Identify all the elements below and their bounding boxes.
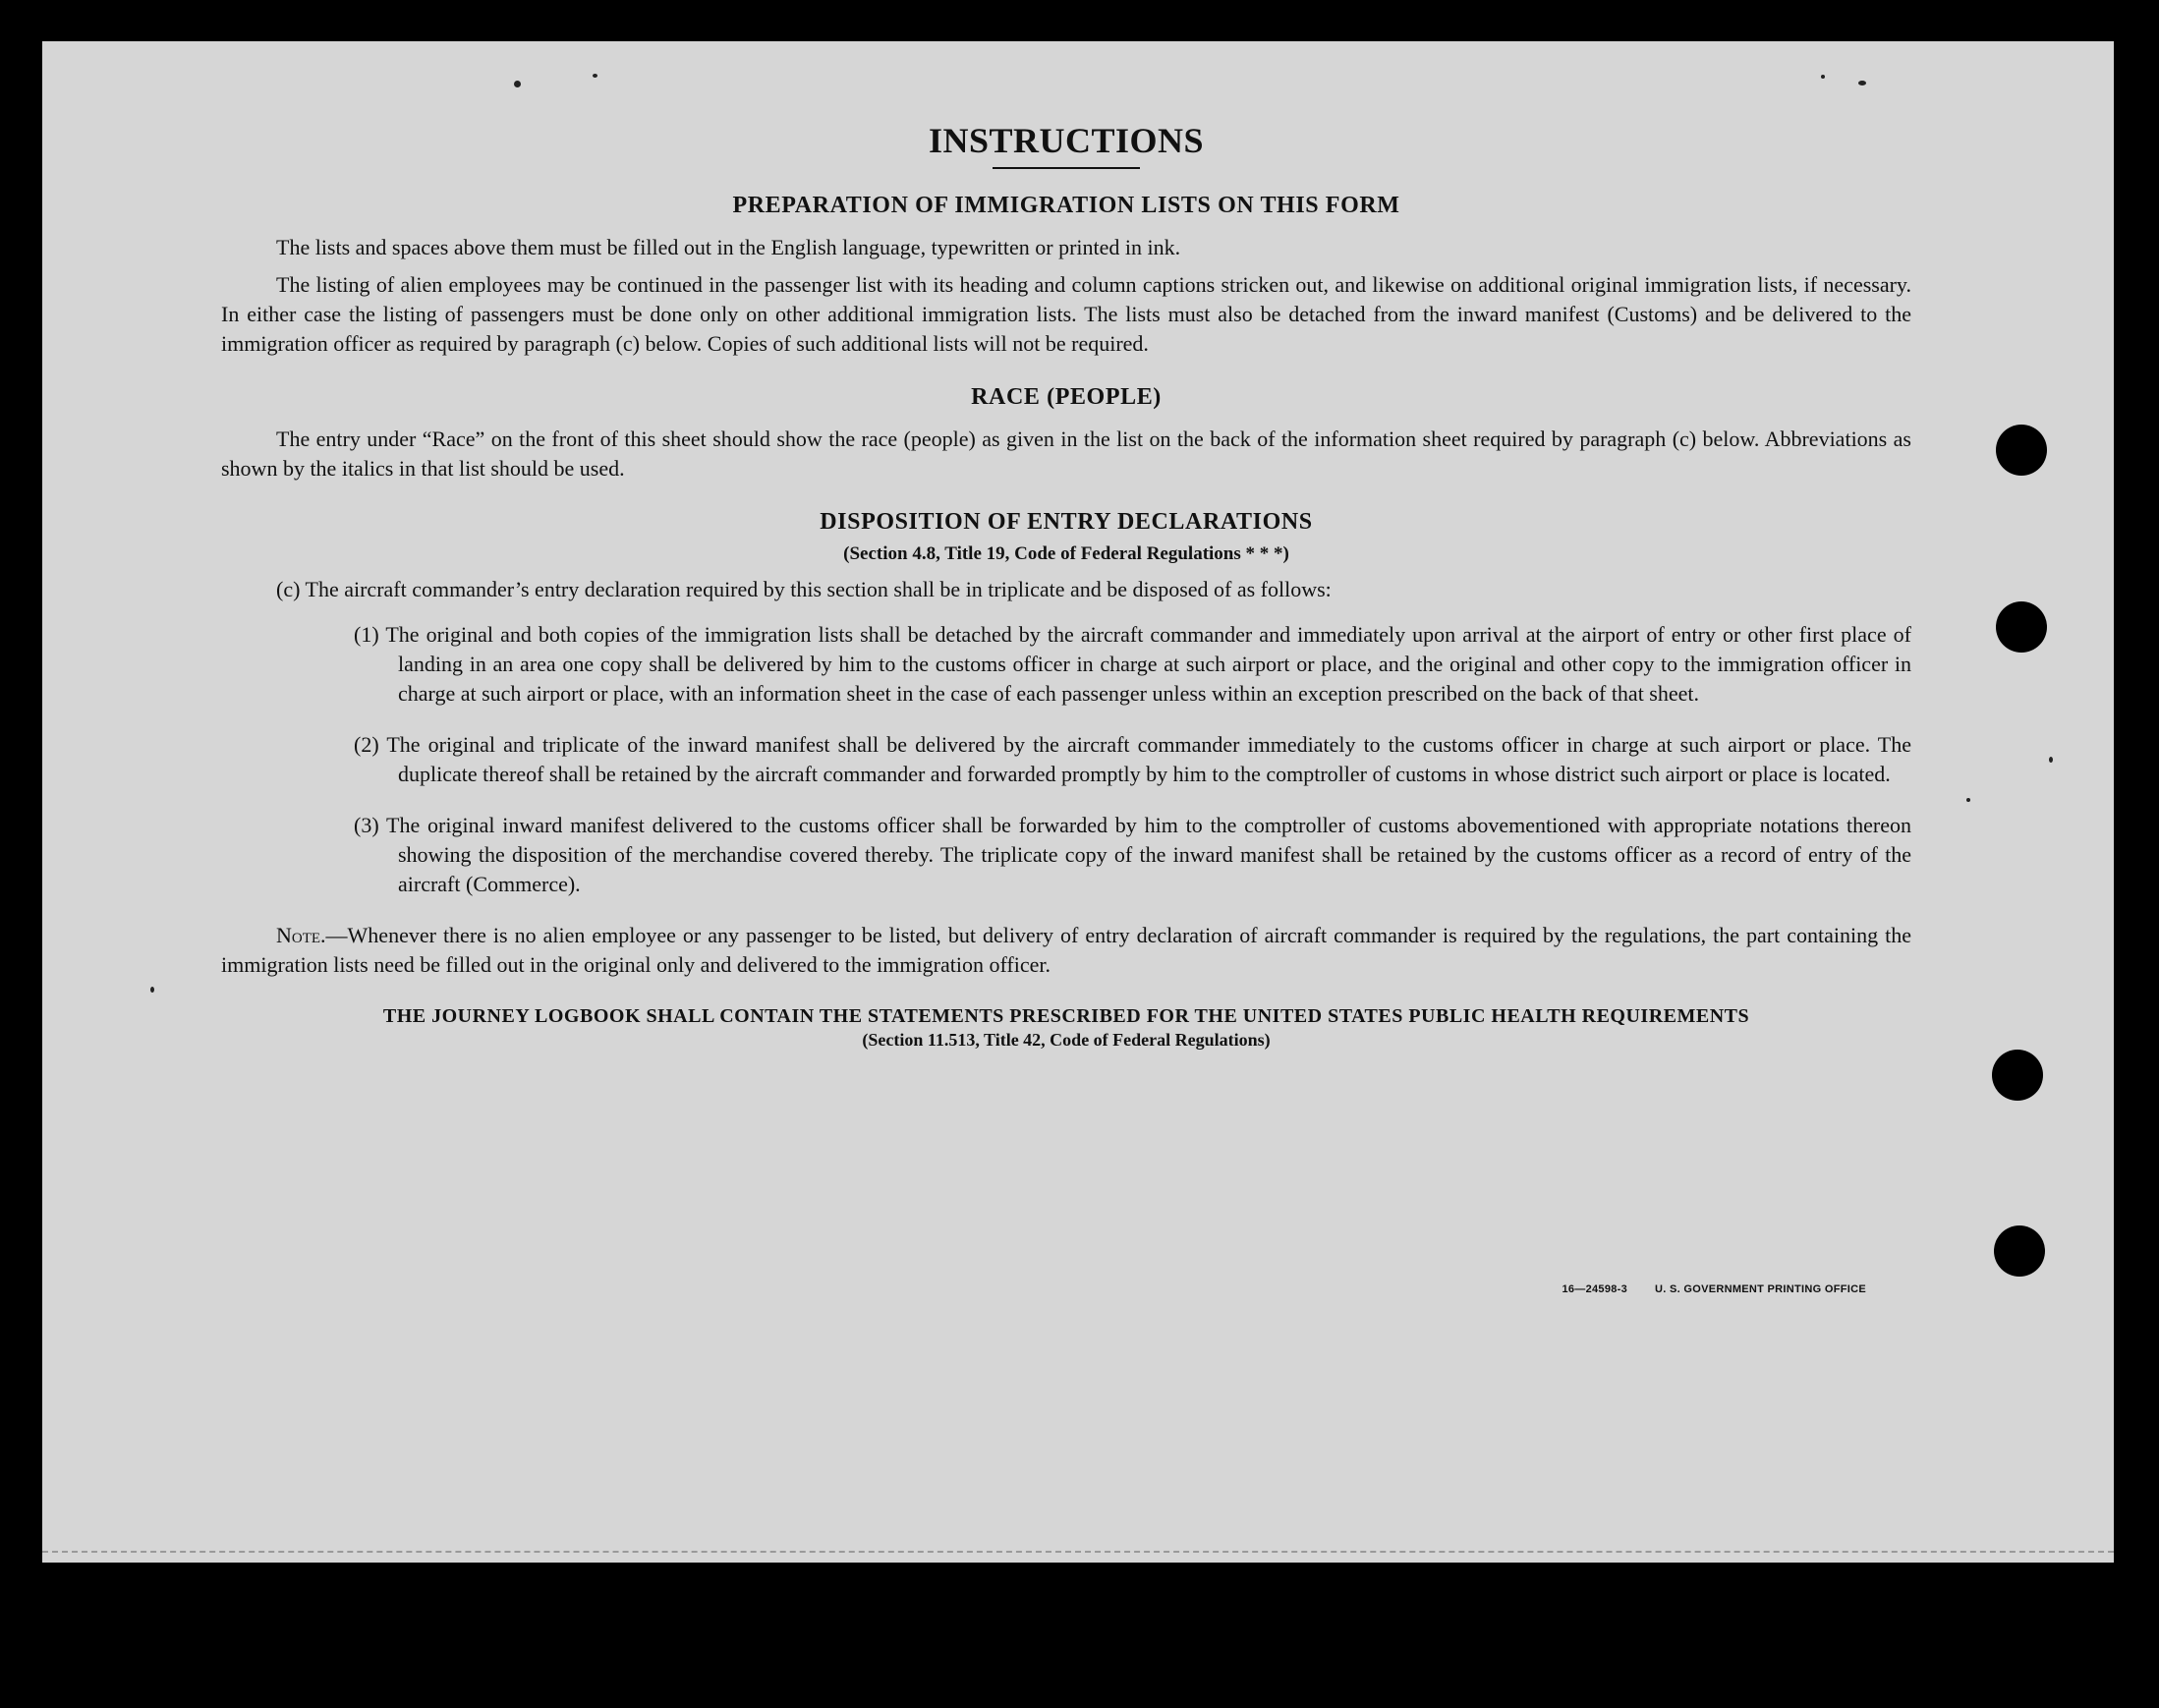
scan-speck — [1966, 798, 1970, 802]
document-page — [42, 41, 2114, 1563]
page-title: INSTRUCTIONS — [928, 121, 1205, 160]
title-underline — [993, 167, 1140, 169]
scan-speck — [2049, 757, 2053, 763]
race-paragraph: The entry under “Race” on the front of this sheet should show the race (people) as given in the list on the back of the information sheet required by paragraph (c) below. Abbreviations as shown by the italics in that list should be used. — [221, 427, 1911, 481]
preparation-paragraph-2: The listing of alien employees may be continued in the passenger list with its heading and column captions stricken out, and likewise on additional original immigration lists, if necessary. In either case the listing of passengers must be done only on other additional immigration lists. The lists must also be detached from the inward manifest (Customs) and be delivered to the immigration officer as required by paragraph (c) below. Copies of such additional lists will not be required. — [221, 272, 1911, 356]
disposition-item-1: (1) The original and both copies of the immigration lists shall be detached by the aircraft commander and immediately upon arrival at the airport of entry or other first place of landing in an area one copy shall be delivered by him to the customs officer in charge at such airport or place, and the original and other copy to the immigration officer in charge at such airport or place, with an information sheet in the case of each passenger unless within an exception prescribed on the back of that sheet. — [354, 622, 1911, 706]
punch-hole — [1994, 1225, 2045, 1277]
race-heading: RACE (PEOPLE) — [971, 384, 1162, 410]
logbook-statement: THE JOURNEY LOGBOOK SHALL CONTAIN THE STATEMENTS PRESCRIBED FOR THE UNITED STATES PUBLIC HEALTH REQUIREMENTS — [382, 1005, 1750, 1027]
preparation-heading: PREPARATION OF IMMIGRATION LISTS ON THIS FORM — [732, 193, 1400, 218]
printer-imprint — [1562, 1283, 1866, 1295]
punch-hole — [1996, 601, 2047, 653]
note-label: Note. — [276, 923, 326, 947]
scan-speck — [514, 81, 521, 87]
preparation-paragraph-1: The lists and spaces above them must be filled out in the English language, typewritten or printed in ink. — [276, 235, 1181, 259]
form-number: 16—24598-3 — [1562, 1283, 1628, 1295]
disposition-item-3: (3) The original inward manifest delivered to the customs officer shall be forwarded by him to the comptroller of customs abovementioned with appropriate notations thereon showing the disposition of the merchandise covered thereby. The triplicate copy of the inward manifest shall be retained by the customs officer as a record of entry of the aircraft (Commerce). — [354, 813, 1911, 896]
note-paragraph — [221, 921, 1911, 980]
disposition-intro: (c) The aircraft commander’s entry declaration required by this section shall be in triplicate and be disposed of as follows: — [276, 577, 1332, 601]
printer-name: U. S. GOVERNMENT PRINTING OFFICE — [1655, 1283, 1866, 1295]
disposition-citation: (Section 4.8, Title 19, Code of Federal Regulations * * *) — [843, 543, 1289, 564]
instructions-content — [221, 120, 1911, 1051]
logbook-citation: (Section 11.513, Title 42, Code of Federal Regulations) — [862, 1030, 1271, 1050]
scan-speck — [593, 74, 597, 78]
punch-hole — [1992, 1050, 2043, 1101]
disposition-item-2: (2) The original and triplicate of the inward manifest shall be delivered by the aircraft commander immediately to the customs officer in charge at such airport or place. The duplicate thereof shall be retained by the aircraft commander and forwarded promptly by him to the comptroller of customs in whose district such airport or place is located. — [354, 732, 1911, 786]
scan-speck — [1821, 75, 1825, 79]
disposition-heading: DISPOSITION OF ENTRY DECLARATIONS — [820, 509, 1313, 535]
scan-speck — [150, 987, 154, 993]
perforation-line — [42, 1551, 2114, 1553]
punch-hole — [1996, 425, 2047, 476]
scan-speck — [1858, 81, 1866, 85]
note-text: —Whenever there is no alien employee or any passenger to be listed, but delivery of entry declaration of aircraft commander is required by the regulations, the part containing the immigration lists need be filled out in the original only and delivered to the immigration officer. — [221, 923, 1911, 977]
